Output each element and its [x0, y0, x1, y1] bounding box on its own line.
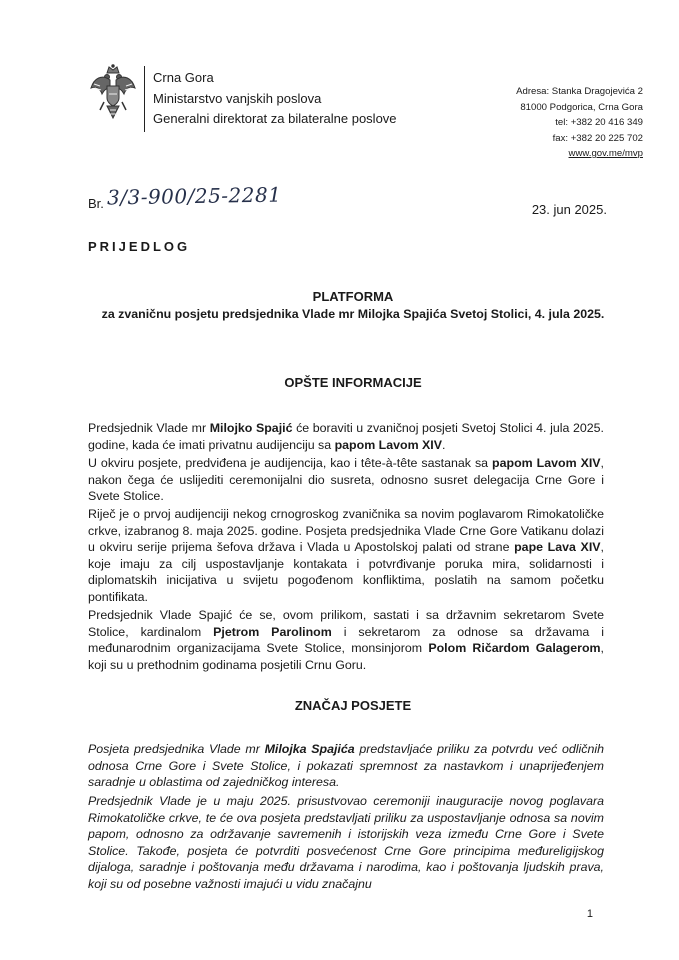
bold-run: Pjetrom Parolinom	[213, 624, 332, 639]
text-run: .	[442, 437, 446, 452]
text-run: , koje imaju za cilj uspostavljanje kontakata i potvrđivanje poruka mira, solidarnosti i diplomatskih inicijativa u svijetu pogođenom konfliktima, poslatih na samom početku pontifikata.	[88, 540, 604, 604]
text-run: , koji su u prethodnim godinama posjetili Crnu Goru.	[88, 641, 604, 672]
text-run: U okviru posjete, predviđena je audijencija, kao i tête-à-tête sastanak sa	[88, 456, 493, 470]
document-subtitle: za zvaničnu posjetu predsjednika Vlade mr Milojka Spajića Svetoj Stolici, 4. jula 2025.	[101, 307, 605, 321]
text-run: i sekretarom za odnose sa državama i međunarodnim organizacijama Svete Stolice, monsinjorom	[88, 624, 604, 655]
address-fax: fax: +382 20 225 702	[552, 132, 643, 144]
bold-run: papom Lavom XIV	[334, 437, 443, 452]
text-run: će boraviti u zvaničnoj posjeti Svetoj Stolici 4. jula 2025. godine, kada će imati privatnu audijenciju sa	[88, 421, 604, 452]
text-run: Predsjednik Vlade mr	[88, 421, 210, 435]
bold-run: Polom Ričardom Galagerom	[428, 641, 601, 655]
bold-run: papom Lavom XIV	[492, 456, 601, 470]
text-run: Riječ je o prvoj audijenciji nekog crnogroskog zvaničnika sa novim poglavarom Rimokatoličke crkve, izabranog 8. maja 2025. godine. Posjeta predsjednika Vlade Crne Gore Vatikanu dolazi u okviru serije prijema šefova država i Vlada u Apostolskoj palati od strane	[88, 507, 604, 554]
section-heading-significance: ZNAČAJ POSJETE	[294, 698, 412, 713]
bold-run: pape Lava XIV	[514, 540, 601, 554]
reference-label: Br.	[88, 196, 104, 211]
address-street: Adresa: Stanka Dragojevića 2	[516, 86, 643, 97]
paragraph-s1-p2	[88, 455, 604, 505]
org-country: Crna Gora	[153, 70, 214, 85]
address-block	[516, 84, 643, 162]
paragraph-s2-p2: Predsjednik Vlade je u maju 2025. prisustvovao ceremoniji inauguracije novog poglavara Rimokatoličke crkve, te će ova posjeta predstavljati priliku za uspostavljanje odnosa sa novim papom, odnosno za održavanje savremenih i istorijskih veza između Crne Gore i Svete Stolice. Takođe, posjeta će potvrditi posvećenost Crne Gore principima međureligijskog dijaloga, saradnje i poštovanja među državama i narodima, kao i poštovanja ljudskih prava, koji su od posebne važnosti imajući u vidu značajnu	[88, 794, 604, 891]
montenegro-coat-of-arms-icon	[88, 64, 138, 122]
address-phone: tel: +382 20 416 349	[555, 117, 643, 128]
document-date: 23. jun 2025.	[531, 202, 607, 217]
paragraph-s1-p3	[88, 506, 604, 605]
org-directorate: Generalni direktorat za bilateralne poslove	[153, 111, 397, 126]
text-run: Posjeta predsjednika Vlade mr	[88, 742, 265, 756]
page-number: 1	[586, 908, 593, 920]
organization-block	[153, 68, 397, 130]
text-run: predstavljaće priliku za potvrdu već odličnih odnosa Crne Gore i Svete Stolice, i pokazati spremnost za nastavkom i unaprijeđenjem saradnje u oblastima od zajedničkog interesa.	[88, 742, 604, 789]
bold-run: Milojka Spajića	[264, 742, 355, 756]
bold-run: Milojko Spajić	[209, 421, 293, 435]
paragraph-s1-p1	[88, 420, 604, 453]
paragraph-s1-p4	[88, 607, 604, 673]
reference-number-handwritten: 3/3-900/25-2281	[106, 182, 282, 210]
document-title: PLATFORMA	[312, 289, 394, 304]
org-ministry: Ministarstvo vanjskih poslova	[153, 90, 322, 106]
document-type: PRIJEDLOG	[88, 239, 191, 254]
paragraph-s2-p1	[88, 741, 604, 791]
text-run: Predsjednik Vlade Spajić će se, ovom prilikom, sastati i sa državnim sekretarom Svete Stolice, kardinalom	[88, 608, 604, 639]
text-run: , nakon čega će uslijediti ceremonijalni dio susreta, odnosno susret delegacija Crne Gore i Svete Stolice.	[88, 456, 604, 503]
section-heading-general-info: OPŠTE INFORMACIJE	[284, 375, 422, 390]
address-city: 81000 Podgorica, Crna Gora	[520, 101, 643, 113]
website-link[interactable]: www.gov.me/mvp	[568, 148, 643, 159]
header-divider	[144, 66, 145, 132]
